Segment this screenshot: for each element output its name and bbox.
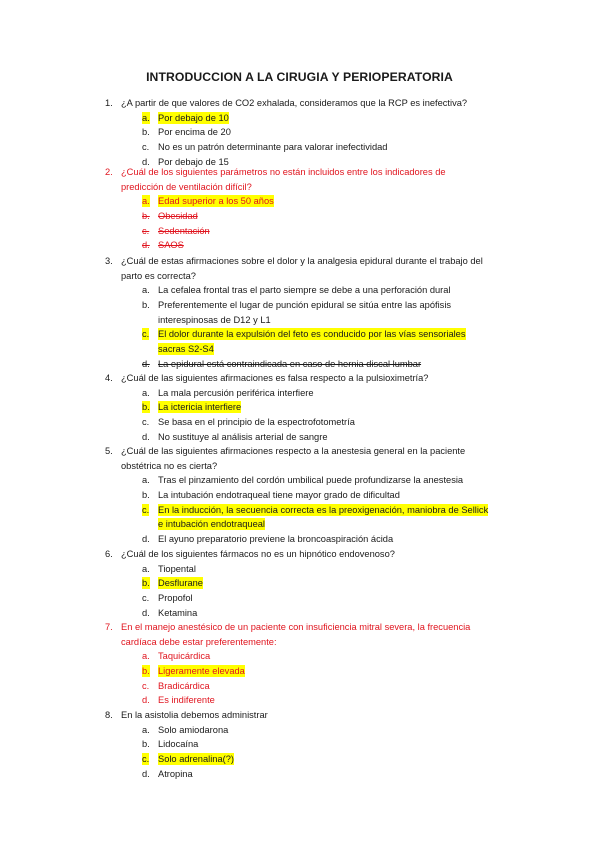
question-text: ¿Cuál de las siguientes afirmaciones respecto a la anestesia general en la paciente <box>121 446 466 456</box>
option-text: La epidural está contraindicada en caso de hernia discal lumbar <box>158 358 422 369</box>
option-letter: a. <box>142 724 150 735</box>
question-text: En el manejo anestésico de un paciente con insuficiencia mitral severa, la frecuencia <box>121 622 471 632</box>
option-text: Preferentemente el lugar de punción epidural se sitúa entre las apófisis <box>158 299 452 310</box>
option-letter: c. <box>142 329 150 340</box>
question-text: En la asistolia debemos administrar <box>121 710 268 720</box>
question-text: predicción de ventilación difícil? <box>121 181 252 192</box>
option-letter: a. <box>142 285 150 296</box>
option-text: Ligeramente elevada <box>158 665 245 676</box>
question-number: 4. <box>105 373 113 383</box>
question-number: 5. <box>105 446 113 456</box>
option-letter: d. <box>142 240 150 251</box>
option-text: Tras el pinzamiento del cordón umbilical puede profundizarse la anestesia <box>158 475 464 486</box>
option-text: Solo adrenalina(?) <box>158 753 234 764</box>
option-text: sacras S2-S4 <box>158 343 214 354</box>
question-number: 3. <box>105 256 113 266</box>
option-letter: d. <box>142 431 150 442</box>
option-letter: b. <box>142 299 150 310</box>
question-number: 1. <box>105 98 113 108</box>
option-text: El ayuno preparatorio previene la broncoaspiración ácida <box>158 533 394 544</box>
option-letter: d. <box>142 768 150 779</box>
option-letter: b. <box>142 402 150 413</box>
option-text: Solo amiodarona <box>158 724 229 735</box>
option-letter: c. <box>142 504 150 515</box>
option-text: e intubación endotraqueal <box>158 519 266 530</box>
option-text: Sedentación <box>158 225 210 236</box>
option-letter: d. <box>142 607 150 618</box>
option-text: Edad superior a los 50 años <box>158 196 274 207</box>
option-letter: c. <box>142 753 150 764</box>
option-letter: b. <box>142 489 150 500</box>
option-text: Propofol <box>158 592 193 603</box>
option-text: Es indiferente <box>158 695 215 706</box>
question-number: 6. <box>105 549 113 559</box>
question-number: 7. <box>105 622 113 632</box>
option-letter: c. <box>142 680 150 691</box>
option-letter: c. <box>142 416 150 427</box>
option-text: SAOS <box>158 240 184 251</box>
option-text: La intubación endotraqueal tiene mayor grado de dificultad <box>158 489 400 500</box>
option-text: interespinosas de D12 y L1 <box>158 314 271 325</box>
option-text: Taquicárdica <box>158 651 211 662</box>
option-text: La cefalea frontal tras el parto siempre se debe a una perforación dural <box>158 285 451 296</box>
option-letter: c. <box>142 592 150 603</box>
option-text: El dolor durante la expulsión del feto es conducido por las vías sensoriales <box>158 329 466 340</box>
option-letter: a. <box>142 651 150 662</box>
option-letter: b. <box>142 127 150 138</box>
option-text: Por debajo de 10 <box>158 112 229 123</box>
option-text: La ictericia interfiere <box>158 402 242 413</box>
option-text: Ketamina <box>158 607 198 618</box>
option-letter: a. <box>142 196 150 207</box>
option-text: Obesidad <box>158 210 198 221</box>
document-title: INTRODUCCION A LA CIRUGIA Y PERIOPERATORIA <box>146 70 453 84</box>
question-number: 8. <box>105 710 113 720</box>
option-text: Lidocaína <box>158 739 199 750</box>
option-letter: d. <box>142 533 150 544</box>
option-text: No es un patrón determinante para valorar inefectividad <box>158 141 388 152</box>
option-letter: d. <box>142 358 150 369</box>
option-text: Tiopental <box>158 563 196 574</box>
option-text: Desflurane <box>158 578 203 589</box>
question-text: ¿Cuál de estas afirmaciones sobre el dolor y la analgesia epidural durante el trabajo del <box>121 256 483 266</box>
question-text: ¿Cuál de los siguientes parámetros no están incluidos entre los indicadores de <box>121 167 446 177</box>
option-letter: a. <box>142 387 150 398</box>
question-text: ¿Cuál de los siguientes fármacos no es un hipnótico endovenoso? <box>121 549 395 559</box>
question-text: obstétrica no es cierta? <box>121 460 218 471</box>
option-letter: c. <box>142 141 150 152</box>
option-letter: b. <box>142 578 150 589</box>
question-number: 2. <box>105 167 113 177</box>
option-letter: a. <box>142 112 150 123</box>
option-letter: b. <box>142 739 150 750</box>
option-text: En la inducción, la secuencia correcta es la preoxigenación, maniobra de Sellick <box>158 504 489 515</box>
option-text: Bradicárdica <box>158 680 210 691</box>
question-text: ¿A partir de que valores de CO2 exhalada, consideramos que la RCP es inefectiva? <box>121 98 468 108</box>
option-letter: b. <box>142 665 150 676</box>
option-letter: d. <box>142 695 150 706</box>
option-letter: a. <box>142 475 150 486</box>
question-text: parto es correcta? <box>121 270 196 281</box>
option-letter: a. <box>142 563 150 574</box>
option-text: Se basa en el principio de la espectrofotometría <box>158 416 355 427</box>
option-letter: b. <box>142 210 150 221</box>
question-text: cardíaca debe estar preferentemente: <box>121 636 277 647</box>
option-letter: d. <box>142 156 150 167</box>
option-text: Por encima de 20 <box>158 127 231 138</box>
option-text: Atropina <box>158 768 193 779</box>
option-text: No sustituye al análisis arterial de sangre <box>158 431 328 442</box>
option-text: La mala percusión periférica interfiere <box>158 387 314 398</box>
question-text: ¿Cuál de las siguientes afirmaciones es falsa respecto a la pulsioximetría? <box>121 373 429 383</box>
option-letter: c. <box>142 225 150 236</box>
option-text: Por debajo de 15 <box>158 156 229 167</box>
